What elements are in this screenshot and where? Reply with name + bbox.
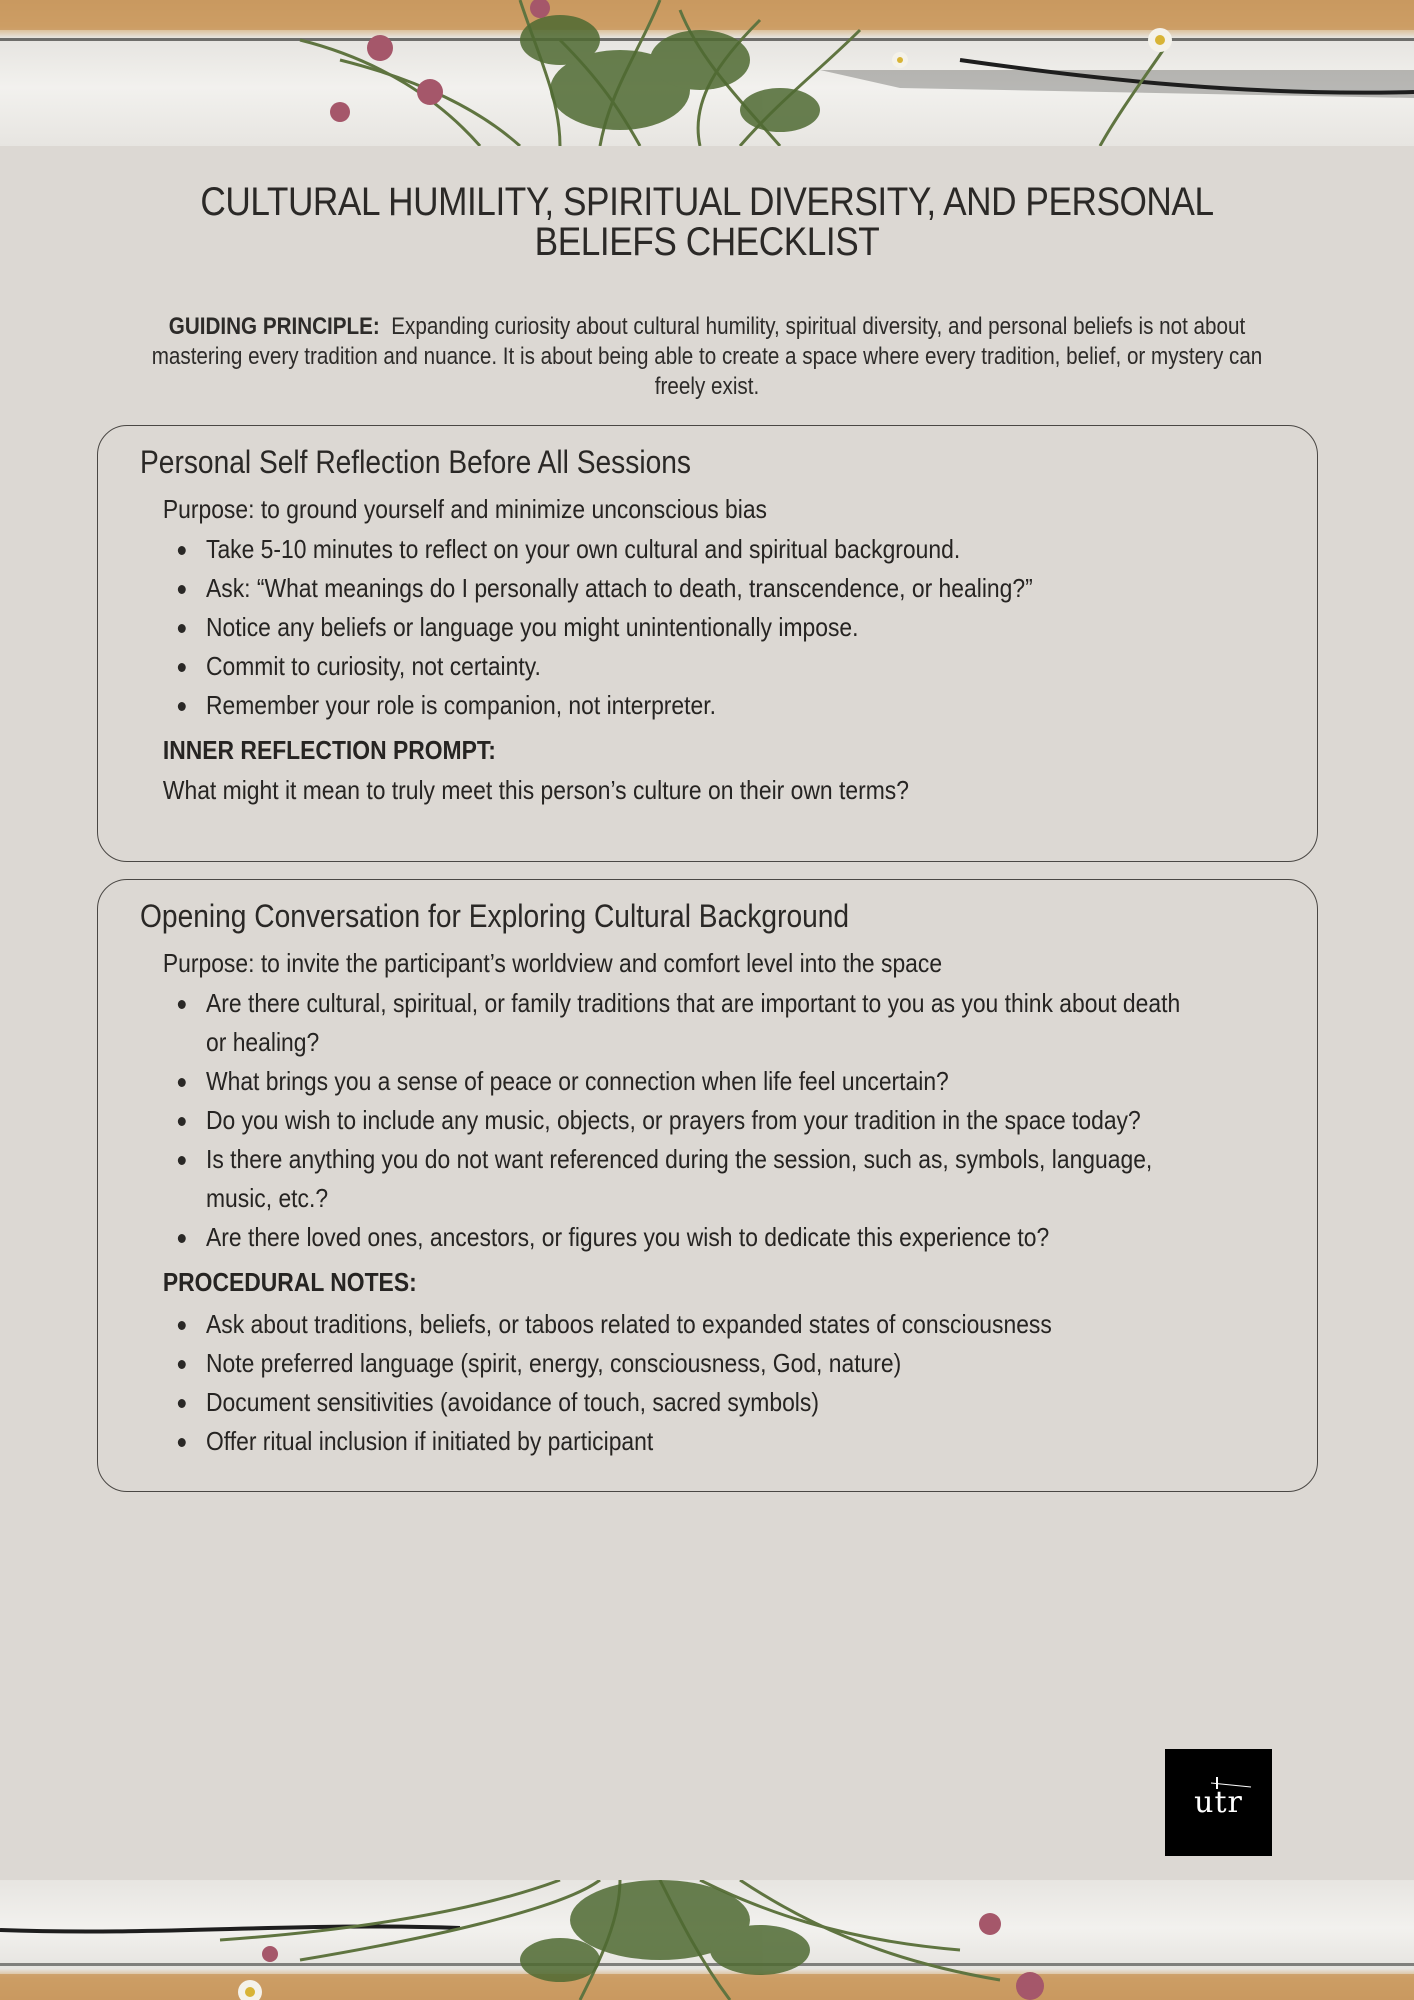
inner-reflection-prompt-text: What might it mean to truly meet this person’s culture on their own terms? — [162, 775, 909, 805]
list-item: Document sensitivities (avoidance of touch, sacred symbols) — [163, 1383, 1196, 1422]
logo-text: utr — [1194, 1785, 1243, 1820]
floral-illustration — [0, 0, 1414, 146]
guiding-principle-text: Expanding curiosity about cultural humility, spiritual diversity, and personal beliefs is not about mastering every tradition and nuance. It is about being able to create a space where every tradition, belief, or mystery can freely exist. — [151, 313, 1263, 400]
question-list — [140, 984, 1196, 1257]
list-item: Notice any beliefs or language you might unintentionally impose. — [163, 608, 1196, 647]
procedural-notes-label: PROCEDURAL NOTES: — [162, 1267, 417, 1297]
list-item: Are there cultural, spiritual, or family traditions that are important to you as you think about death or healing? — [163, 984, 1196, 1062]
list-item: Remember your role is companion, not interpreter. — [163, 686, 1196, 725]
list-item: Ask: “What meanings do I personally attach to death, transcendence, or healing?” — [163, 569, 1196, 608]
inner-reflection-prompt-label: INNER REFLECTION PROMPT: — [162, 735, 496, 765]
brand-logo — [1165, 1749, 1272, 1856]
reflection-list — [140, 530, 1196, 725]
guiding-principle — [151, 312, 1264, 402]
list-item: Are there loved ones, ancestors, or figures you wish to dedicate this experience to? — [163, 1218, 1196, 1257]
top-floral-banner — [0, 0, 1414, 146]
section-purpose: Purpose: to invite the participant’s worldview and comfort level into the space — [162, 948, 943, 978]
guiding-principle-label: GUIDING PRINCIPLE: — [168, 313, 380, 340]
section-title: Opening Conversation for Exploring Cultural Background — [140, 898, 850, 934]
section-purpose: Purpose: to ground yourself and minimize unconscious bias — [162, 494, 767, 524]
floral-illustration — [0, 1880, 1414, 2000]
list-item: Do you wish to include any music, objects, or prayers from your tradition in the space today? — [163, 1101, 1196, 1140]
list-item: Is there anything you do not want referenced during the session, such as, symbols, language, music, etc.? — [163, 1140, 1196, 1218]
self-reflection-section — [97, 425, 1318, 862]
list-item: Ask about traditions, beliefs, or taboos related to expanded states of consciousness — [163, 1305, 1196, 1344]
list-item: Note preferred language (spirit, energy, consciousness, God, nature) — [163, 1344, 1196, 1383]
page-title: CULTURAL HUMILITY, SPIRITUAL DIVERSITY, AND PERSONAL BELIEFS CHECKLIST — [200, 180, 1214, 264]
list-item: Commit to curiosity, not certainty. — [163, 647, 1196, 686]
procedural-notes-list — [140, 1305, 1196, 1461]
list-item: Offer ritual inclusion if initiated by participant — [163, 1422, 1196, 1461]
list-item: What brings you a sense of peace or connection when life feel uncertain? — [163, 1062, 1196, 1101]
opening-conversation-section — [97, 879, 1318, 1492]
bottom-floral-banner — [0, 1880, 1414, 2000]
logo-mark-icon — [1165, 1749, 1272, 1856]
list-item: Take 5-10 minutes to reflect on your own cultural and spiritual background. — [163, 530, 1196, 569]
section-title: Personal Self Reflection Before All Sessions — [140, 444, 691, 480]
